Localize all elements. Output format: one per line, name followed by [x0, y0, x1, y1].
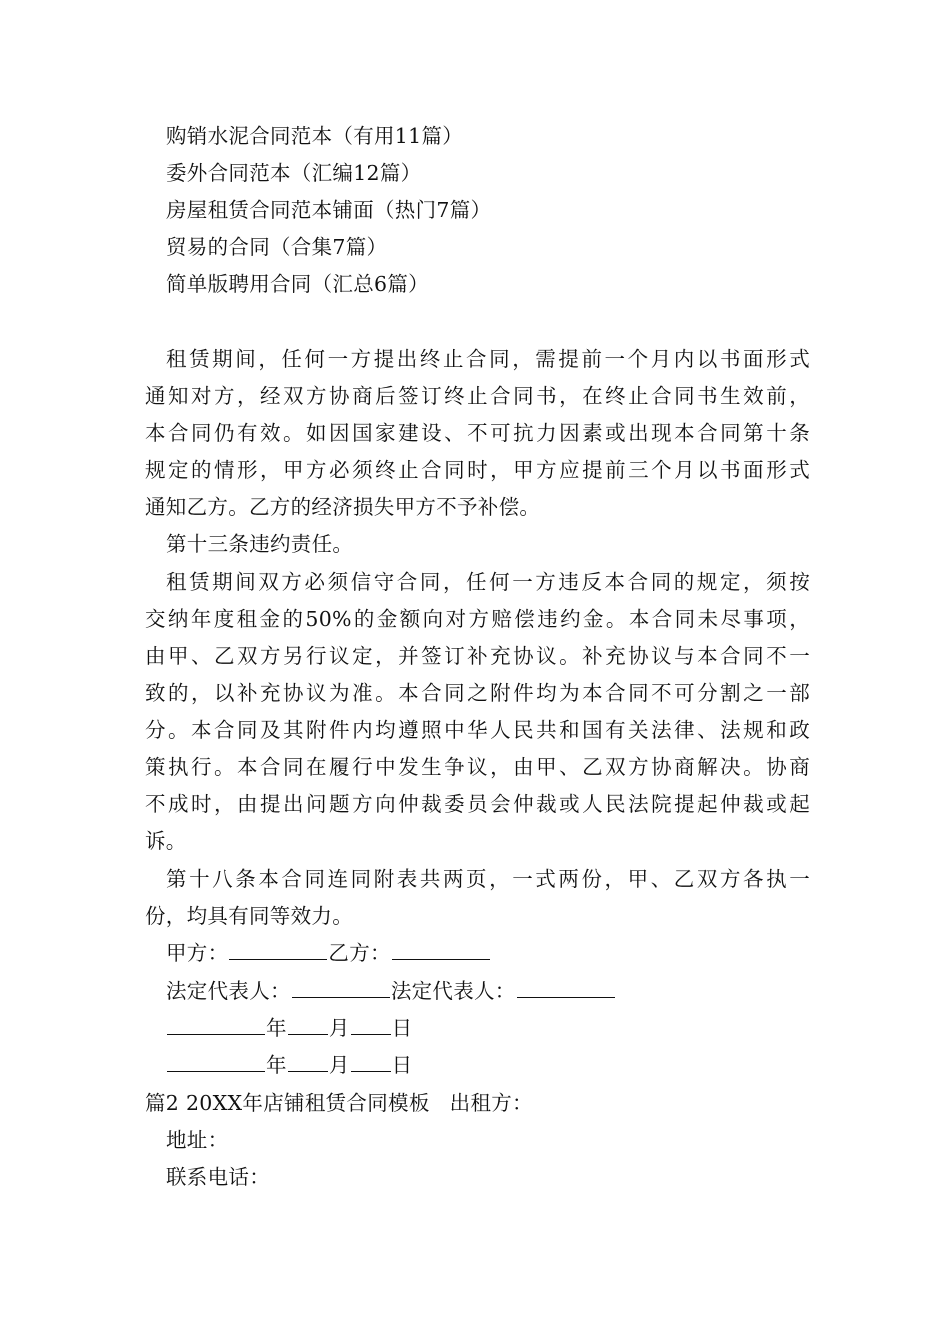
- related-link[interactable]: 简单版聘用合同（汇总6篇）: [166, 272, 429, 296]
- article-heading: 第十三条违约责任。: [166, 532, 354, 556]
- party-signature-line: [145, 935, 810, 971]
- rep-a-label: 法定代表人：: [166, 979, 291, 1003]
- rep-a-blank: [292, 996, 390, 998]
- day-label: 日: [391, 1053, 413, 1077]
- year-label: 年: [266, 1016, 287, 1040]
- paragraph-line: 份，均具有同等效力。: [145, 904, 353, 928]
- paragraph-line: 本合同仍有效。如因国家建设、不可抗力因素或出现本合同第十条: [145, 421, 810, 445]
- paragraph-line: 策执行。本合同在履行中发生争议，由甲、乙双方协商解决。协商: [145, 755, 810, 779]
- paragraph-line: 通知乙方。乙方的经济损失甲方不予补偿。: [145, 495, 541, 519]
- paragraph-line: 不成时，由提出问题方向仲裁委员会仲裁或人民法院提起仲裁或起: [145, 792, 810, 816]
- paragraph-line: 由甲、乙双方另行议定，并签订补充协议。补充协议与本合同不一: [145, 644, 810, 668]
- day-blank: [351, 1033, 391, 1035]
- day-label: 日: [391, 1016, 413, 1040]
- year-blank: [167, 1070, 265, 1072]
- phone-label: 联系电话：: [166, 1165, 270, 1189]
- rep-b-label: 法定代表人：: [390, 979, 516, 1003]
- paragraph-line: 交纳年度租金的50%的金额向对方赔偿违约金。本合同未尽事项，: [145, 607, 810, 631]
- date-line: [145, 1010, 810, 1046]
- paragraph-line: 分。本合同及其附件内均遵照中华人民共和国有关法律、法规和政: [145, 718, 810, 742]
- party-b-label: 乙方：: [328, 941, 391, 965]
- related-link[interactable]: 委外合同范本（汇编12篇）: [166, 161, 422, 185]
- related-link[interactable]: 购销水泥合同范本（有用11篇）: [166, 124, 464, 148]
- month-label: 月: [328, 1053, 350, 1077]
- section-title-line: [145, 1085, 810, 1121]
- month-blank: [288, 1033, 328, 1035]
- paragraph-line: 规定的情形，甲方必须终止合同时，甲方应提前三个月以书面形式: [145, 458, 810, 482]
- month-label: 月: [328, 1016, 350, 1040]
- lessor-label: 出租方：: [449, 1091, 533, 1115]
- related-link[interactable]: 房屋租赁合同范本铺面（热门7篇）: [166, 198, 492, 222]
- related-link[interactable]: 贸易的合同（合集7篇）: [166, 235, 388, 259]
- party-a-blank: [229, 958, 327, 960]
- rep-b-blank: [517, 996, 615, 998]
- date-line: [145, 1047, 810, 1083]
- year-label: 年: [266, 1053, 287, 1077]
- party-a-label: 甲方：: [166, 941, 229, 965]
- paragraph-line: 致的，以补充协议为准。本合同之附件均为本合同不可分割之一部: [145, 681, 810, 705]
- day-blank: [351, 1070, 391, 1072]
- paragraph-line: 租赁期间，任何一方提出终止合同，需提前一个月内以书面形式: [166, 347, 810, 371]
- paragraph-line: 诉。: [145, 829, 187, 853]
- month-blank: [288, 1070, 328, 1072]
- paragraph-line: 租赁期间双方必须信守合同，任何一方违反本合同的规定，须按: [166, 570, 810, 594]
- party-b-blank: [392, 958, 490, 960]
- next-document-title: 篇2 20XX年店铺租赁合同模板: [145, 1091, 430, 1115]
- paragraph-line: 通知对方，经双方协商后签订终止合同书，在终止合同书生效前，: [145, 384, 810, 408]
- paragraph-line: 第十八条本合同连同附表共两页，一式两份，甲、乙双方各执一: [166, 867, 810, 891]
- year-blank: [167, 1033, 265, 1035]
- representative-line: [145, 973, 810, 1009]
- address-label: 地址：: [166, 1128, 229, 1152]
